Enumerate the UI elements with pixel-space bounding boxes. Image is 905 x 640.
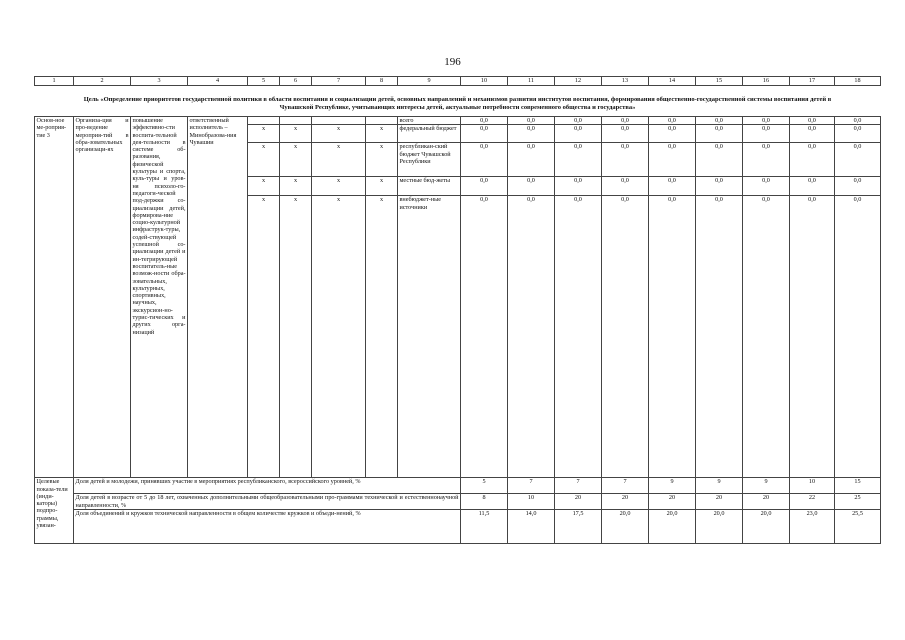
indicator-text: Доля детей и молодежи, принявших участие в мероприятиях республиканского, всероссийского уровней, %	[74, 478, 461, 494]
page-number: 196	[444, 56, 461, 68]
indicators-label: Целевые показа-тели (инди-каторы) подпро-граммы, увязан-	[35, 478, 74, 544]
event-executor: ответственный исполнитель – Минобразова-ния Чувашии	[188, 117, 248, 478]
funding-source: всего	[398, 117, 461, 125]
funding-source: внебюджет-ные источники	[398, 196, 461, 478]
funding-source: федеральный бюджет	[398, 125, 461, 143]
indicator-text: Доля детей в возрасте от 5 до 18 лет, охваченных дополнительными общеобразовательными про-граммами технической и естественнонаучной направленности, %	[75, 494, 459, 509]
goal-text: Цель «Определение приоритетов государственной политики в области воспитания и социализации детей, основных направлений и механизмов развития институтов воспитания, формирования общественно-государственной системы воспитания детей в Чувашской Республике, учитывающих интересы детей, актуальные потребности современного общества и государства»	[35, 86, 881, 117]
funding-source: республикан-ский бюджет Чувашской Республики	[398, 143, 461, 177]
indicator-text: Доля объединений и кружков технической направленности в общем количестве кружков и объеди-нений, %	[74, 510, 461, 544]
column-number-row: 1 2 3 4 5 6 7 8 9 10 11 12 13 14 15 16 17 18	[35, 77, 881, 86]
event-number: Основ-ное ме-роприя-тие 3	[35, 117, 74, 478]
program-table: 1 2 3 4 5 6 7 8 9 10 11 12 13 14 15 16 17 18 Цель «Определение приоритетов государственной политики в области воспитания и социализации детей, основных направлений и механизмов развития институтов воспитания, формирования общественно-государственной системы воспитания детей в Чувашской Республике, учитывающих интересы детей, актуальные потребности современного общества и государства» Основ-ное ме-роприя-тие 3 Организа-ция и про-ведение мероприя-тий в обра-зовательных организаци-ях повышение эффективно-сти воспита-тельной дея-тельности в системе об-разования, физической культуры и спорта, куль-туры и уров-ня психоло-го-педагоги-ческой под-держки со-циализации детей, формирова-ние социо-культурной инфраструк-туры, содей-ствующей успешной со-циализации детей и ин-тегрирующей воспитатель-ные возмож-ности обра-зовательных, культурных, спортивных, научных, экскурсион-но-турис-тических и других орга-низаций ответственный исполнитель – Минобразова-ния Чувашии всего 0,0 0,0 0,0 0,0 0,0 0,0 0,0 0,0 0,0 x x x x федеральный бюджет 0,0 0,0 0,0 0,0 0,0 0,0 0,0 0,0 0,0 x x x x республикан-ский бюджет Чувашской Республики 0,0 0,0 0,0 0,0 0,0 0,0 0,0 0,0 0,0 x x x x местные бюд-жеты 0,0 0,0 0,0 0,0 0,0 0,0 0,0 0,0 0,0 x x x x внебюджет-ные источники 0,0 0,0 0,0 0,0 0,0 0,0 0,0 0,0 0,0 Целевые показа-тели (инди-каторы) подпро-граммы, увязан- Доля детей и молодежи, принявших участие в мероприятиях республиканского, всероссийского уровней, % 5 7 7 7 9 9 9 10 15 Доля детей в возрасте от 5 до 18 лет, охваченных дополнительными общеобразовательными про-граммами технической и естественнонаучной направленности, % 8 10 20 20 20 20 20 22 25 Доля объединений и кружков технической направленности в общем количестве кружков и объеди-нений, % 11,5 14,0 17,5 20,0 20,0 20,0 20,0 23,0 25,5	[34, 76, 881, 544]
funding-source: местные бюд-жеты	[398, 177, 461, 196]
event-purpose: повышение эффективно-сти воспита-тельной дея-тельности в системе об-разования, физической культуры и спорта, куль-туры и уров-ня психоло-го-педагоги-ческой под-держки со-циализации детей, формирова-ние социо-культурной инфраструк-туры, содей-ствующей успешной со-циализации детей и ин-тегрирующей воспитатель-ные возмож-ности обра-зовательных, культурных, спортивных, научных, экскурсион-но-турис-тических и других орга-низаций	[131, 117, 188, 478]
event-title: Организа-ция и про-ведение мероприя-тий в обра-зовательных организаци-ях	[74, 117, 131, 478]
